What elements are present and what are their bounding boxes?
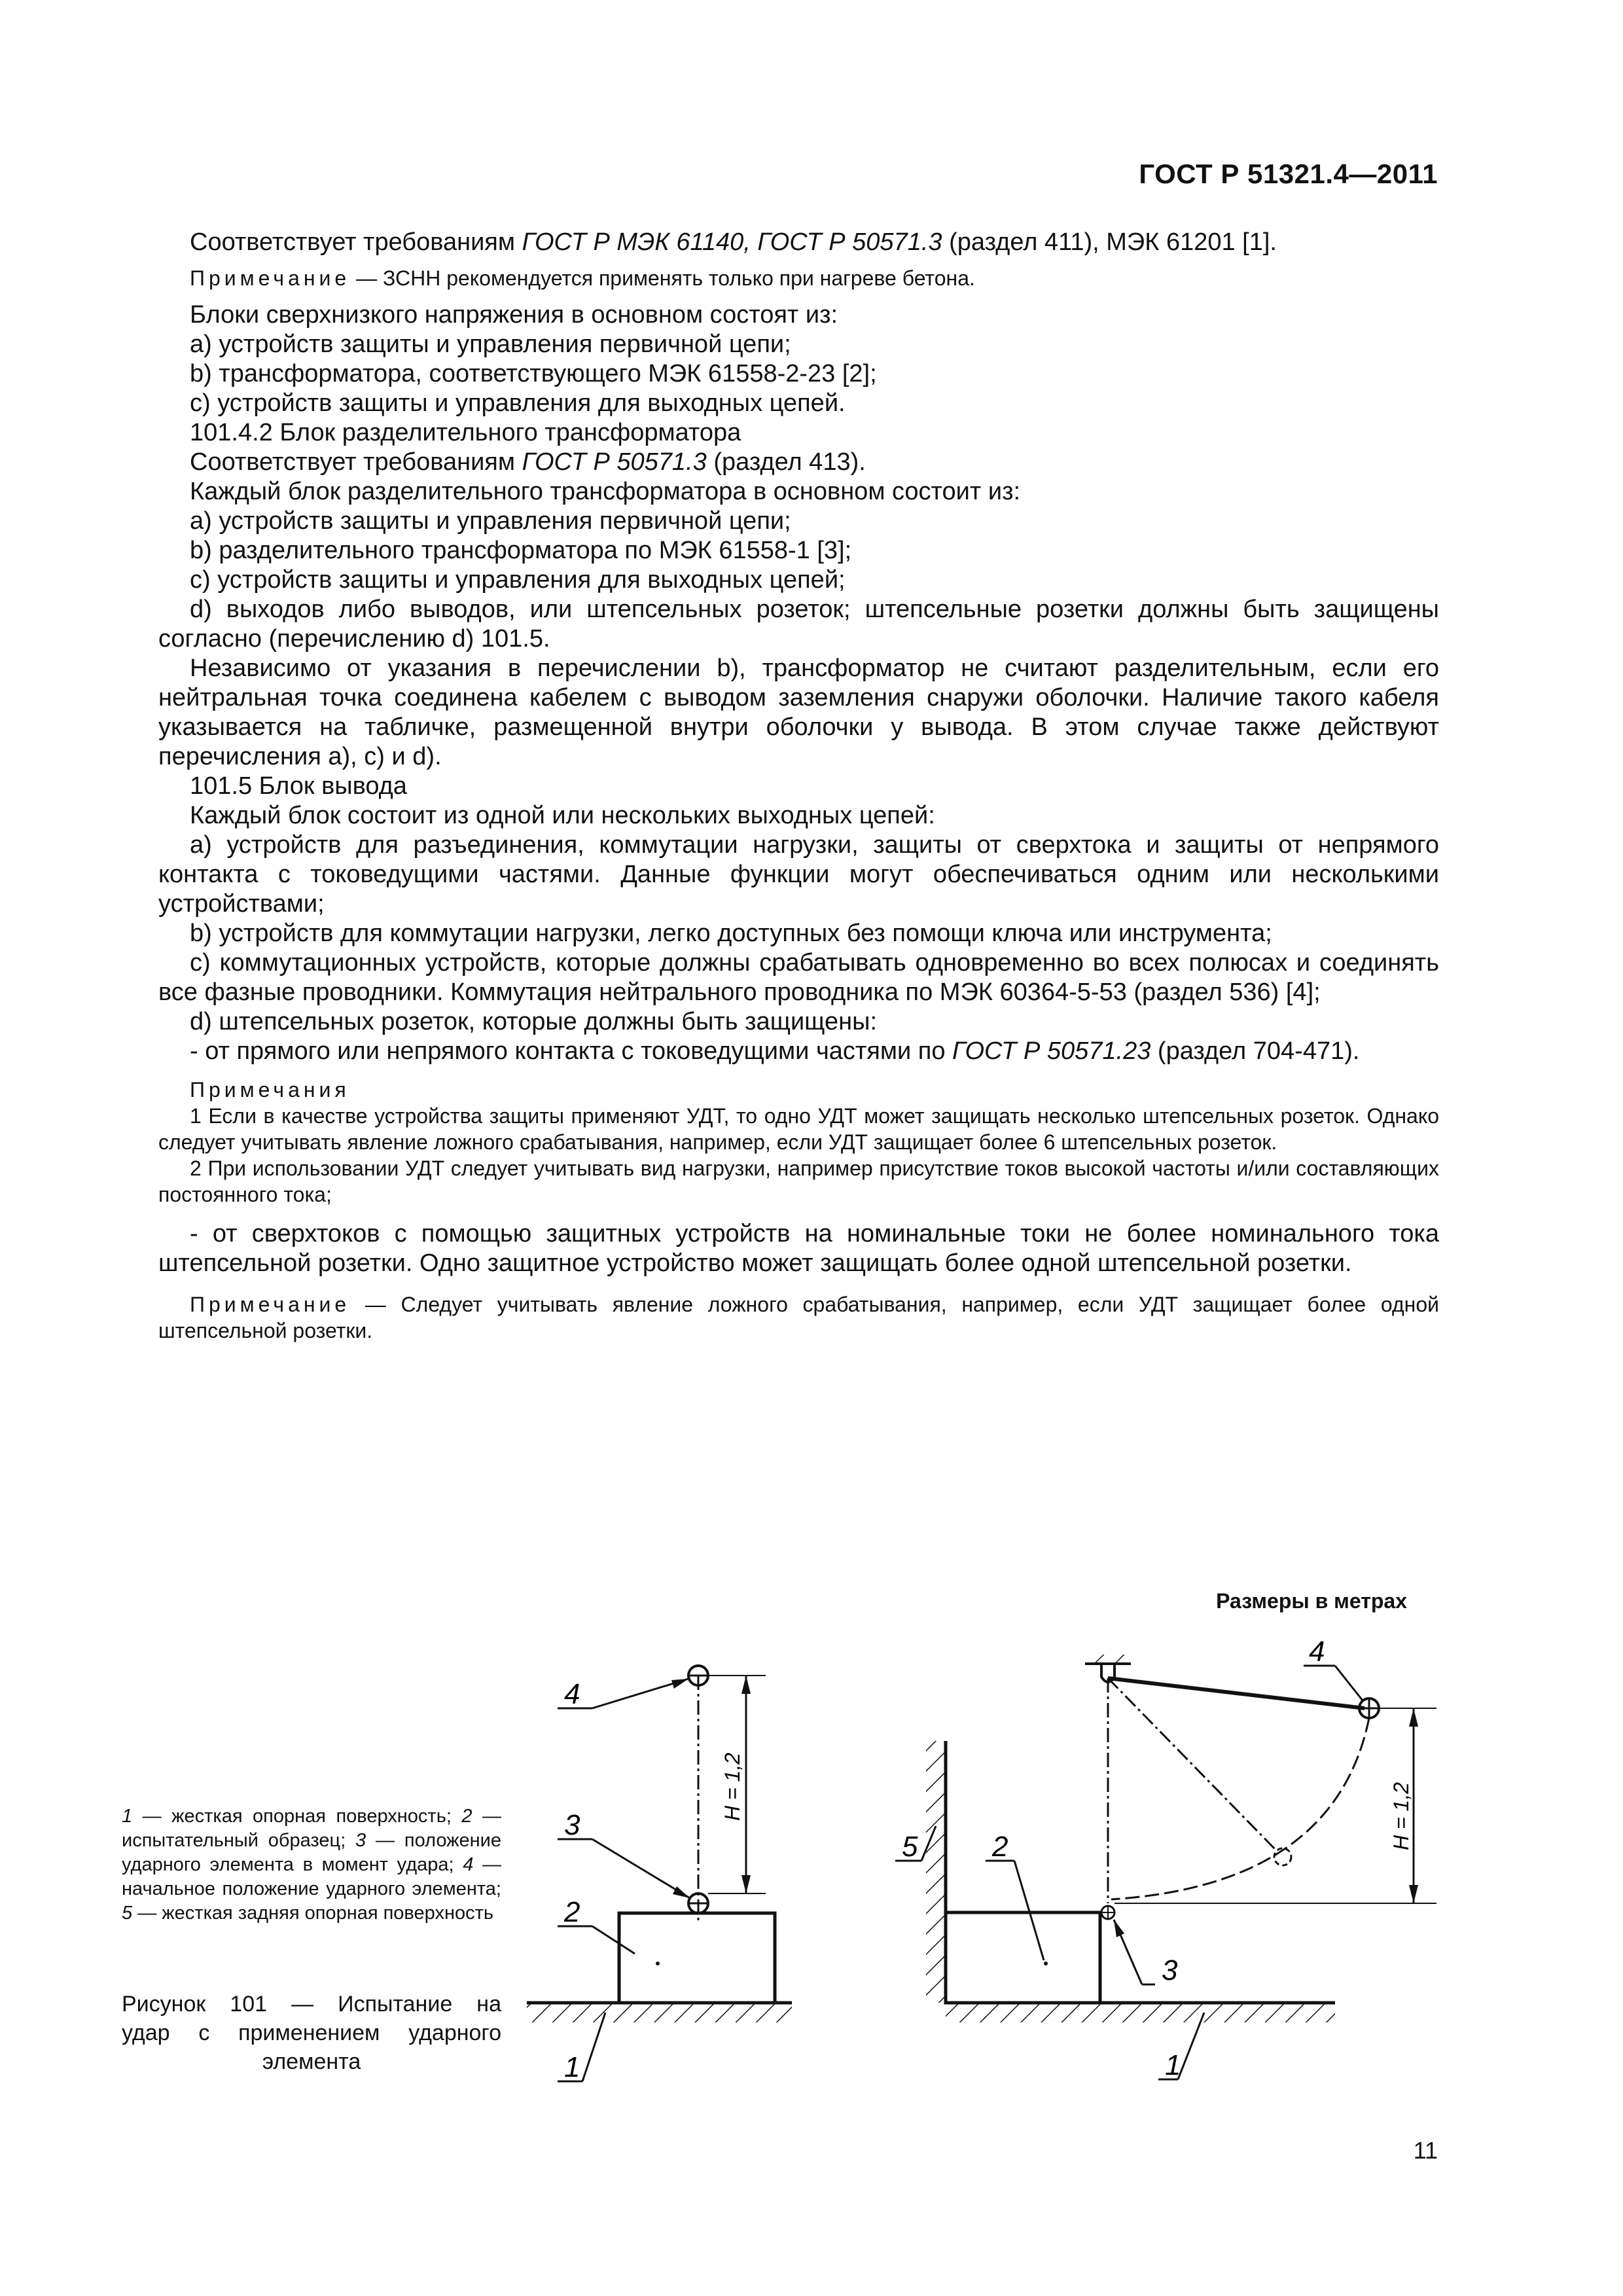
section-heading: 101.4.2 Блок разделительного трансформатора (190, 419, 741, 446)
list-item: c) устройств защиты и управления для выходных цепей. (190, 389, 846, 417)
list-item: b) разделительного трансформатора по МЭК 61558-1 [3]; (190, 537, 852, 564)
ground-hatch (527, 2003, 792, 2022)
specimen (619, 1913, 775, 2003)
list-item: c) коммутационных устройств, которые должны срабатывать одновременно во всех полюсах и соединять все фазные проводники. Коммутация нейтрального проводника по МЭК 60364-5-53 (раздел 536) [4]; (158, 949, 1439, 1006)
label-1: 1 (564, 2051, 580, 2083)
body-text (158, 228, 1439, 1353)
label-4-right: 4 (1309, 1636, 1325, 1668)
label-3-right: 3 (1162, 1954, 1178, 1986)
back-wall-hatch (926, 1741, 946, 2003)
notes-block (158, 1077, 1439, 1208)
label-4: 4 (564, 1678, 580, 1710)
height-label-right: H = 1,2 (1389, 1782, 1413, 1851)
list-item: b) устройств для коммутации нагрузки, легко доступных без помощи ключа или инструмента; (190, 920, 1272, 947)
label-1-right: 1 (1165, 2049, 1181, 2081)
list-item: b) трансформатора, соответствующего МЭК 61558-2-23 [2]; (190, 360, 877, 387)
list-item: a) устройств защиты и управления первичной цепи; (190, 507, 791, 535)
right-drawing (895, 1636, 1436, 2081)
ground-hatch-right (946, 2003, 1335, 2022)
paragraph: Каждый блок состоит из одной или нескольких выходных цепей: (190, 802, 935, 829)
label-2-right: 2 (992, 1831, 1008, 1863)
label-5: 5 (902, 1831, 918, 1863)
note: Примечание — ЗСНН рекомендуется применять только при нагреве бетона. (190, 266, 975, 290)
page-number: 11 (1413, 2137, 1438, 2164)
paragraph: Блоки сверхнизкого напряжения в основном состоят из: (190, 301, 838, 329)
list-item: c) устройств защиты и управления для выходных цепей; (190, 566, 846, 594)
paragraph: - от сверхтоков с помощью защитных устройств на номинальные токи не более номинального тока штепсельной розетки. Одно защитное устройство может защищать более одной штепсельной розетки. (158, 1220, 1439, 1277)
list-item: a) устройств защиты и управления первичной цепи; (190, 331, 791, 358)
notes-title: Примечания (190, 1078, 350, 1102)
specimen-right (946, 1912, 1100, 2003)
paragraph: Соответствует требованиям ГОСТ Р МЭК 61140, ГОСТ Р 50571.3 (раздел 411), МЭК 61201 [1]. (190, 228, 1277, 256)
figure-caption: Рисунок 101 — Испытание на удар с применением ударного элемента (122, 1992, 501, 2074)
note-item: 2 При использовании УДТ следует учитывать вид нагрузки, например присутствие токов высокой частоты и/или составляющих постоянного тока; (158, 1157, 1439, 1206)
dimensions-note: Размеры в метрах (1216, 1589, 1407, 1613)
list-item: - от прямого или непрямого контакта с токоведущими частями по ГОСТ Р 50571.23 (раздел 704-471). (190, 1037, 1360, 1065)
section-heading: 101.5 Блок вывода (190, 772, 407, 800)
note: Примечание — Следует учитывать явление ложного срабатывания, например, если УДТ защищает более одной штепсельной розетки. (158, 1293, 1439, 1342)
list-item: d) выходов либо выводов, или штепсельных розеток; штепсельные розетки должны быть защищены согласно (перечислению d) 101.5. (158, 596, 1439, 653)
pendulum-arm (1108, 1678, 1364, 1708)
specimen-dot (656, 1962, 660, 1965)
label-3: 3 (564, 1809, 580, 1841)
paragraph: Соответствует требованиям ГОСТ Р 50571.3 (раздел 413). (190, 448, 866, 476)
paragraph: Каждый блок разделительного трансформатора в основном состоит из: (190, 478, 1021, 505)
height-label: H = 1,2 (721, 1752, 744, 1821)
list-item: a) устройств для разъединения, коммутации нагрузки, защиты от сверхтока и защиты от непрямого контакта с токоведущими частями. Данные функции могут обеспечиваться одним или несколькими устройствами; (158, 831, 1439, 918)
note-item: 1 Если в качестве устройства защиты применяют УДТ, то одно УДТ может защищать несколько штепсельных розеток. Однако следует учитывать явление ложного срабатывания, например, если УДТ защищает более 6 штепсельных розеток. (158, 1104, 1439, 1154)
left-drawing (527, 1666, 792, 2083)
impact-test-figure (517, 1630, 1453, 2134)
figure-legend: 1 — жесткая опорная поверхность; 2 — испытательный образец; 3 — положение ударного элемента в момент удара; 4 — начальное положение ударного элемента; 5 — жесткая задняя опорная поверхность (122, 1806, 501, 1924)
list-item: d) штепсельных розеток, которые должны быть защищены: (190, 1008, 878, 1035)
swing-arc (1111, 1718, 1369, 1899)
label-2: 2 (564, 1896, 580, 1928)
document-code: ГОСТ Р 51321.4—2011 (1139, 158, 1438, 189)
paragraph: Независимо от указания в перечислении b), трансформатор не считают разделительным, если его нейтральная точка соединена кабелем с выводом заземления снаружи оболочки. Наличие такого кабеля указывается на табличке, размещенной внутри оболочки у вывода. В этом случае также действуют перечисления a), c) и d). (158, 655, 1439, 770)
